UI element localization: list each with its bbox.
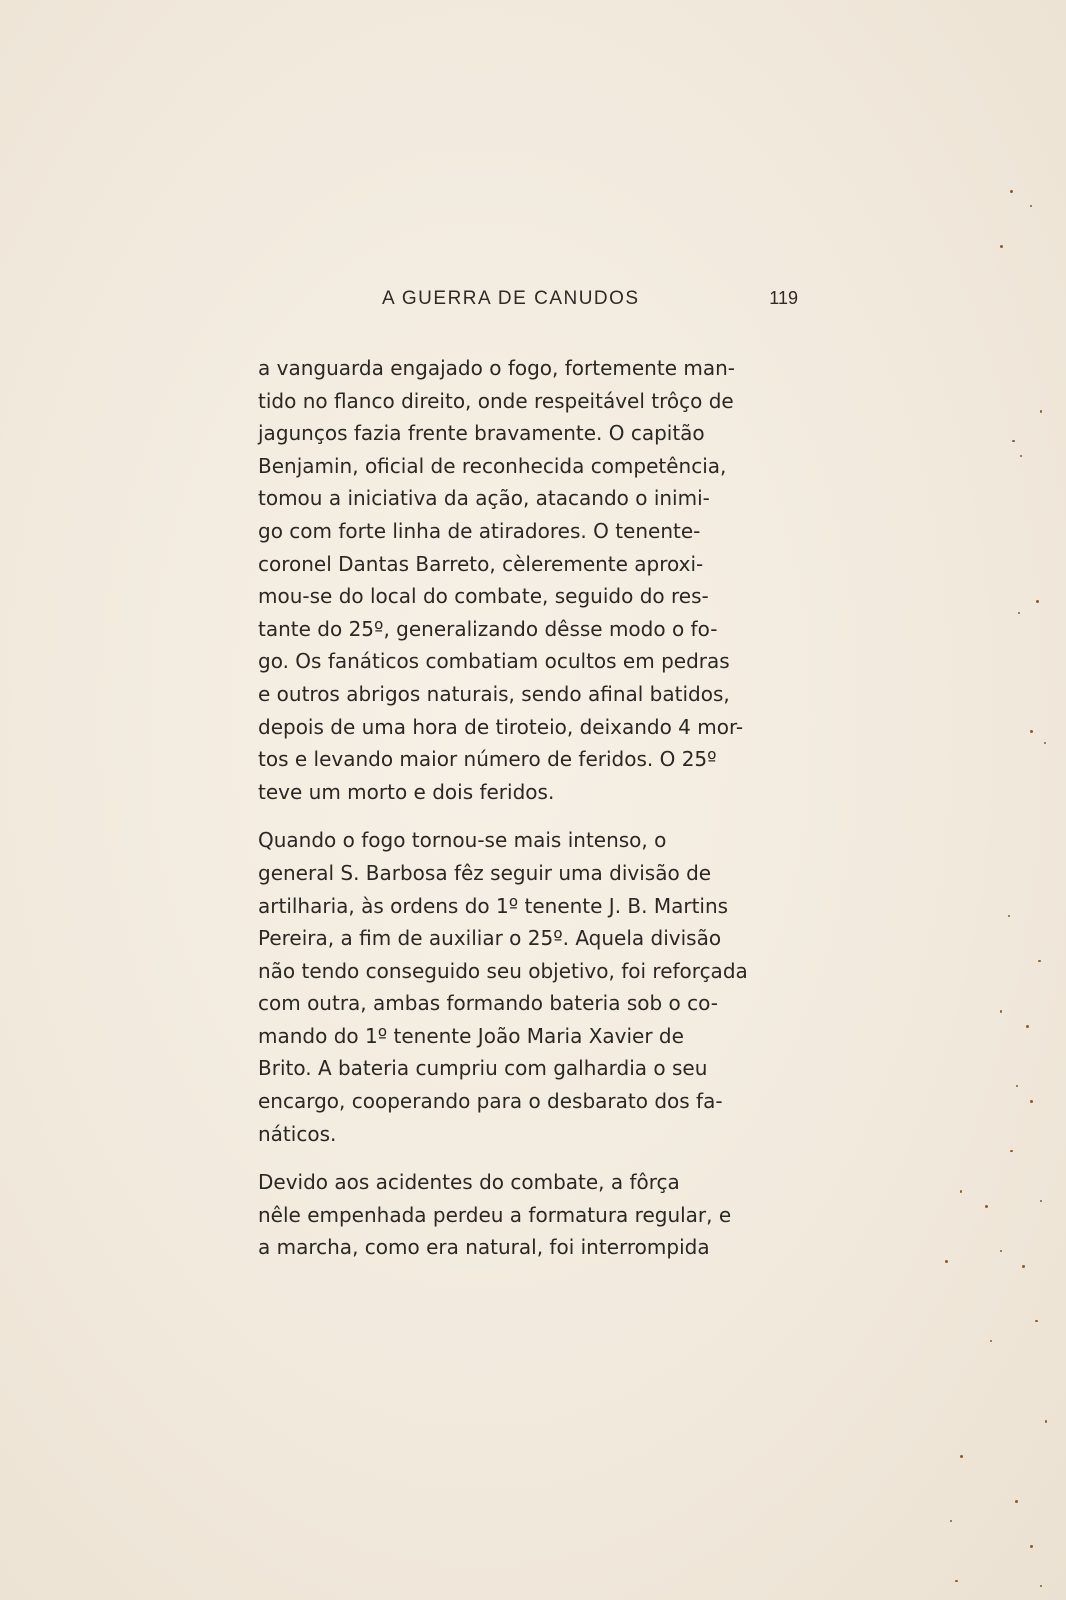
running-title: A GUERRA DE CANUDOS: [382, 288, 640, 309]
paragraph-2: Quando o fogo tornou-se mais intenso, o general S. Barbosa fêz seguir uma divisão de artilharia, às ordens do 1º tenente J. B. Martins Pereira, a fim de auxiliar o 25º. Aquela divisão não tendo conseguido seu objetivo, foi reforçada com outra, ambas formando bateria sob o co- mando do 1º tenente João Maria Xavier de Brito. A bateria cumpriu com galhardia o seu encargo, cooperando para o desbarato dos fa- náticos.: [258, 828, 748, 1146]
paragraph-3: Devido aos acidentes do combate, a fôrça nêle empenhada perdeu a formatura regular, e a marcha, como era natural, foi interrompida: [258, 1170, 732, 1260]
page-number: 119: [769, 288, 798, 308]
running-head: [258, 288, 798, 314]
paragraph-1: a vanguarda engajado o fogo, fortemente man- tido no flanco direito, onde respeitável trôço de jagunços fazia frente bravamente. O capitão Benjamin, oficial de reconhecida competência, tomou a iniciativa da ação, atacando o inimi- go com forte linha de atiradores. O tenente- coronel Dantas Barreto, cèleremente aproxi- mou-se do local do combate, seguido do res- tante do 25º, generalizando dêsse modo o fo- go. Os fanáticos combatiam ocultos em pedras e outros abrigos naturais, sendo afinal batidos, depois de uma hora de tiroteio, deixando 4 mor- tos e levando maior número de feridos. O 25º teve um morto e dois feridos.: [258, 356, 744, 804]
body-text: [258, 352, 798, 1264]
